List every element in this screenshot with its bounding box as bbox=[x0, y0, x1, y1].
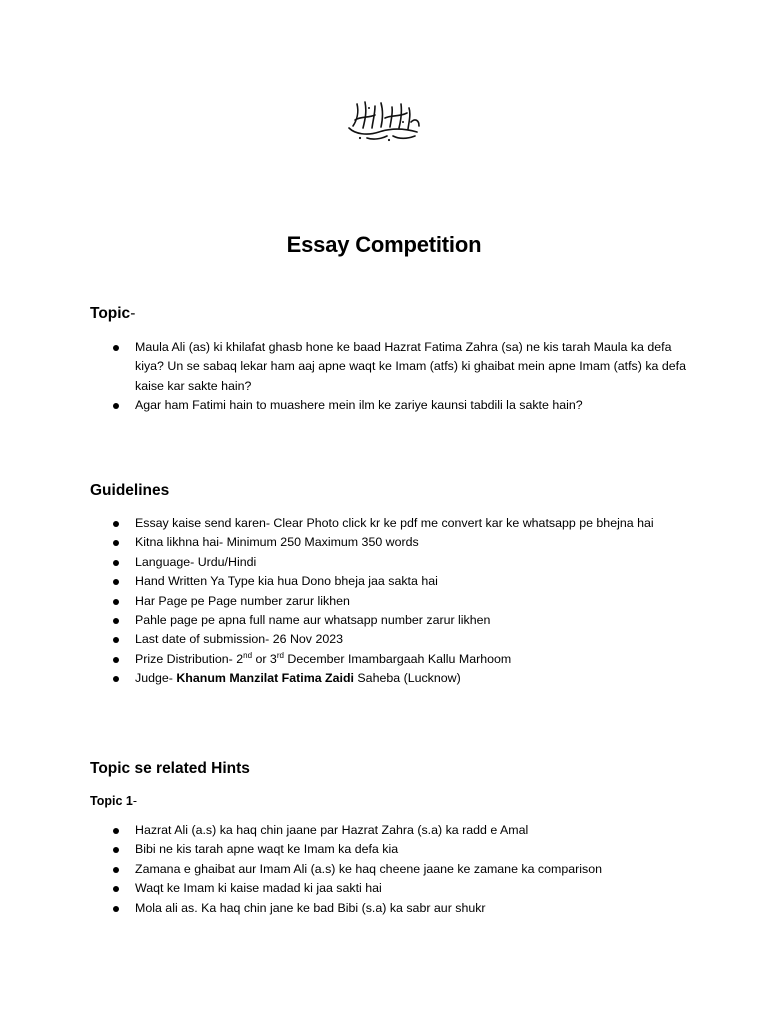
list-item: Hazrat Ali (a.s) ka haq chin jaane par Hazrat Zahra (s.a) ka radd e Amal bbox=[90, 821, 690, 840]
guidelines-list bbox=[90, 514, 690, 689]
list-item: Pahle page pe apna full name aur whatsapp number zarur likhen bbox=[90, 611, 690, 630]
list-item: Waqt ke Imam ki kaise madad ki jaa sakti hai bbox=[90, 879, 690, 898]
judge-item bbox=[90, 669, 690, 688]
topic-heading bbox=[90, 305, 135, 323]
bismillah-calligraphy-icon bbox=[345, 98, 423, 142]
list-item: Last date of submission- 26 Nov 2023 bbox=[90, 630, 690, 649]
topic1-subheading bbox=[90, 794, 137, 808]
prize-superscript-1: nd bbox=[243, 650, 253, 660]
list-item: Essay kaise send karen- Clear Photo click kr ke pdf me convert kar ke whatsapp pe bhejna hai bbox=[90, 514, 690, 533]
page-title: Essay Competition bbox=[286, 232, 482, 257]
list-item: Mola ali as. Ka haq chin jane ke bad Bibi (s.a) ka sabr aur shukr bbox=[90, 899, 690, 918]
list-item: Har Page pe Page number zarur likhen bbox=[90, 592, 690, 611]
hints-list bbox=[90, 821, 690, 918]
guidelines-heading: Guidelines bbox=[90, 482, 170, 499]
list-item: Bibi ne kis tarah apne waqt ke Imam ka defa kia bbox=[90, 840, 690, 859]
list-item: Hand Written Ya Type kia hua Dono bheja jaa sakta hai bbox=[90, 572, 690, 591]
judge-label: Judge- bbox=[135, 671, 177, 686]
judge-name: Khanum Manzilat Fatima Zaidi bbox=[176, 671, 354, 686]
list-item: Zamana e ghaibat aur Imam Ali (a.s) ke haq cheene jaane ke zamane ka comparison bbox=[90, 860, 690, 879]
list-item: Agar ham Fatimi hain to muashere mein ilm ke zariye kaunsi tabdili la sakte hain? bbox=[90, 396, 690, 415]
list-item: Kitna likhna hai- Minimum 250 Maximum 350 words bbox=[90, 533, 690, 552]
prize-superscript-2: rd bbox=[276, 650, 284, 660]
hints-heading: Topic se related Hints bbox=[90, 760, 250, 777]
list-item: Language- Urdu/Hindi bbox=[90, 553, 690, 572]
prize-text-suffix: December Imambargaah Kallu Marhoom bbox=[283, 651, 512, 666]
prize-text-middle: or 3 bbox=[252, 651, 277, 666]
topic-heading-label: Topic bbox=[90, 305, 131, 322]
topic1-label: Topic 1 bbox=[90, 794, 133, 808]
topic-list bbox=[90, 338, 690, 416]
prize-text-prefix: Prize Distribution- 2 bbox=[135, 651, 244, 666]
topic1-suffix: - bbox=[132, 794, 138, 808]
prize-distribution-item bbox=[90, 650, 690, 669]
topic-heading-suffix: - bbox=[130, 305, 136, 322]
list-item: Maula Ali (as) ki khilafat ghasb hone ke baad Hazrat Fatima Zahra (sa) ne kis tarah Maula ka defa kiya? Un se sabaq lekar ham aaj apne waqt ke Imam (atfs) ki ghaibat mein apne Imam (atfs) ka defa kaise kar sakte hain? bbox=[90, 338, 690, 396]
judge-suffix: Saheba (Lucknow) bbox=[353, 671, 461, 686]
